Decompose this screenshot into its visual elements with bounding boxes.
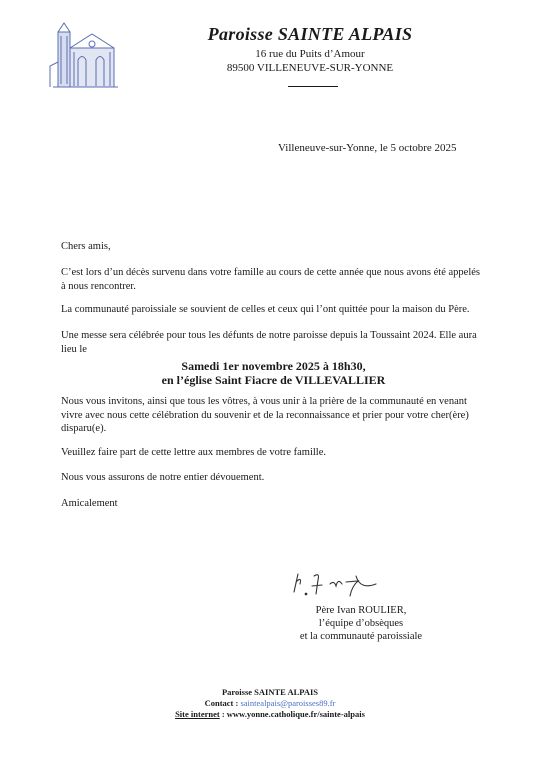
address-street: 16 rue du Puits d’Amour xyxy=(255,48,365,60)
paragraph-3: Une messe sera célébrée pour tous les défunts de notre paroisse depuis la Toussaint 2024. Elle aura lieu le xyxy=(61,330,477,355)
signatory-name: Père Ivan ROULIER, xyxy=(315,605,407,616)
footer-org: Paroisse SAINTE ALPAIS xyxy=(221,687,319,697)
paragraph-5: Veuillez faire part de cette lettre aux membres de votre famille. xyxy=(61,447,326,458)
church-logo-icon xyxy=(48,22,120,92)
site-url-link[interactable]: : www.yonne.catholique.fr/sainte-alpais xyxy=(221,709,365,719)
handwritten-signature xyxy=(286,570,378,600)
paragraph-1: C’est lors d’un décès survenu dans votre famille au cours de cette année que nous avons été appelés à nous rencontrer. xyxy=(61,267,480,292)
contact-email-link[interactable]: saintealpais@paroisses89.fr xyxy=(240,698,336,708)
signatory-team: l’équipe d’obsèques xyxy=(318,618,404,629)
event-place: en l’église Saint Fiacre de VILLEVALLIER xyxy=(161,373,386,387)
site-label: Site internet xyxy=(175,709,220,719)
footer-contact xyxy=(120,698,420,709)
address-city: 89500 VILLENEUVE-SUR-YONNE xyxy=(226,62,394,74)
greeting: Chers amis, xyxy=(61,241,111,252)
footer-site xyxy=(120,709,420,720)
contact-label: Contact : xyxy=(204,698,239,708)
paragraph-4: Nous vous invitons, ainsi que tous les vôtres, à vous unir à la prière de la communauté en venant vivre avec nous cette célébration du souvenir et de la reconnaissance et prier pour votre cher(ère) disparu(e). xyxy=(61,396,469,434)
parish-title: Paroisse SAINTE ALPAIS xyxy=(207,24,413,44)
signatory-community: et la communauté paroissiale xyxy=(299,631,423,642)
paragraph-2: La communauté paroissiale se souvient de celles et ceux qui l’ont quittée pour la maison du Père. xyxy=(61,304,470,315)
header-divider xyxy=(288,86,338,87)
paragraph-6: Nous vous assurons de notre entier dévouement. xyxy=(61,472,265,483)
date-line: Villeneuve-sur-Yonne, le 5 octobre 2025 xyxy=(278,142,457,154)
event-date: Samedi 1er novembre 2025 à 18h30, xyxy=(181,359,366,373)
closing: Amicalement xyxy=(61,498,118,509)
